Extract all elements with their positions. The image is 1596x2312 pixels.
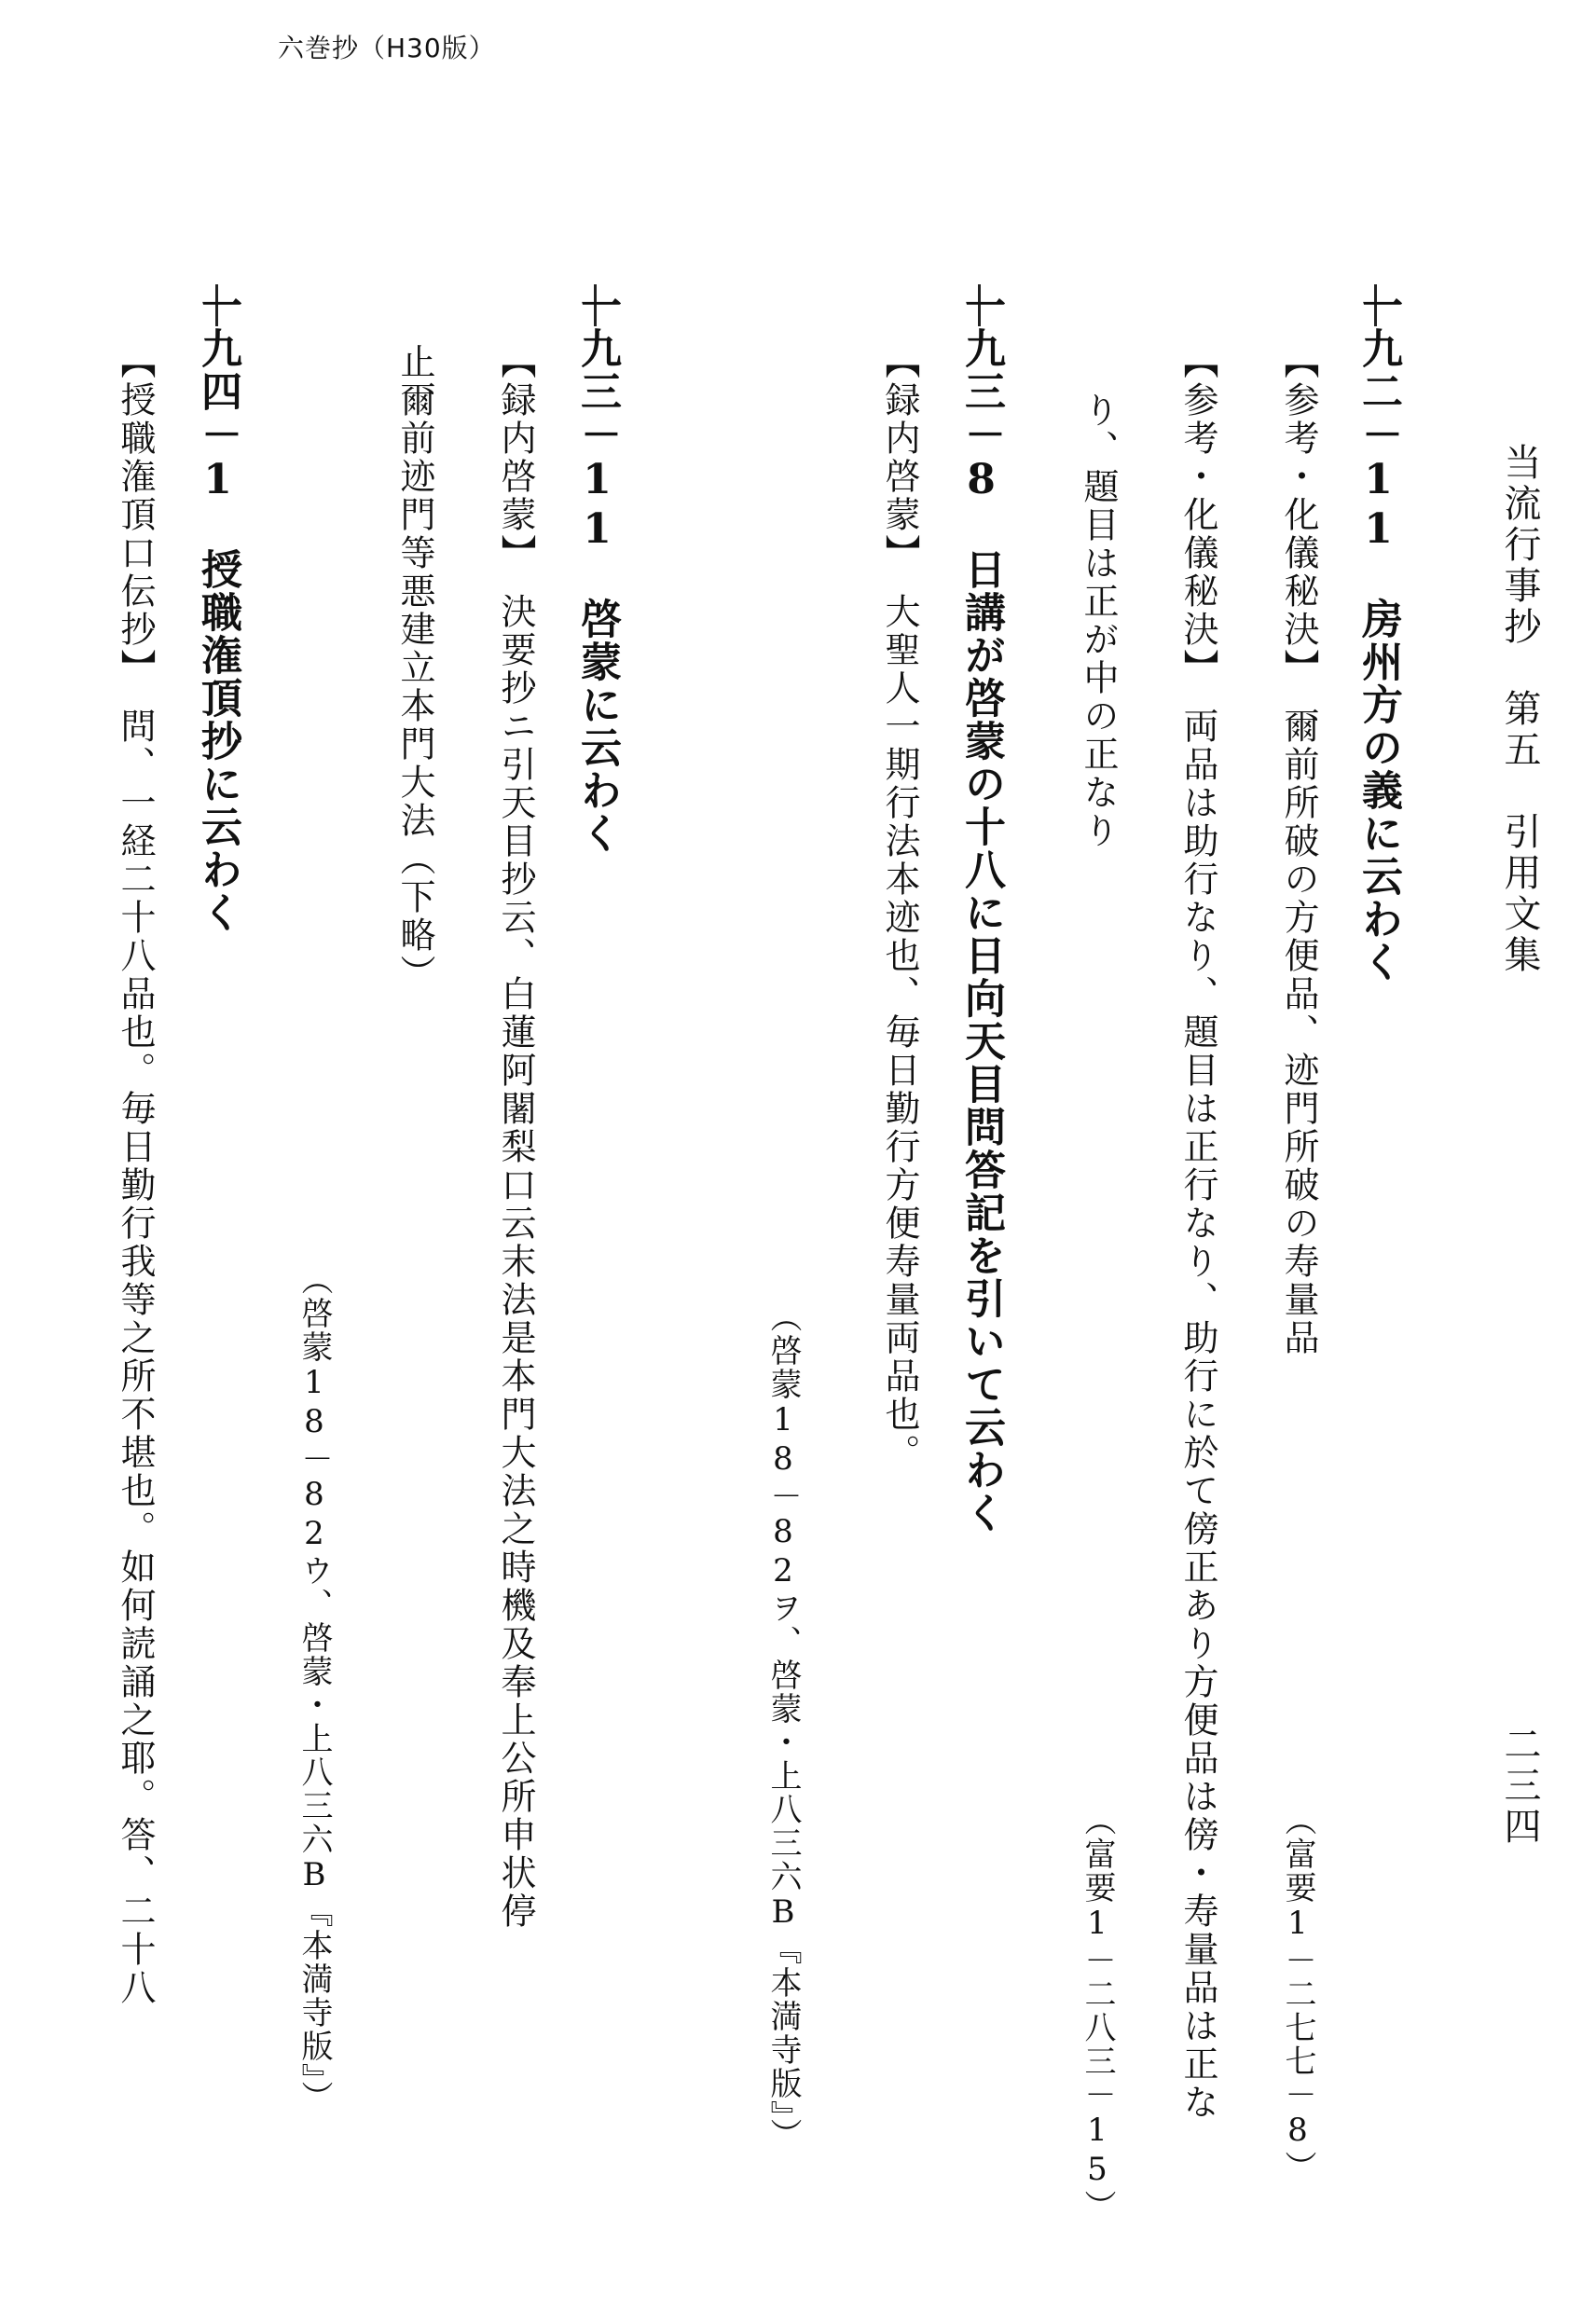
entry-line: 【参考・化儀秘決】 爾前所破の方便品、迹門所破の寿量品 <box>1278 343 1319 1357</box>
entry-heading: 一九二－11 房州方の義に云わく <box>1355 284 1402 984</box>
entry-line: 【録内啓蒙】 決要抄ニ引天目抄云、白蓮阿闍梨口云末法是本門大法之時機及奉上公所申状停 <box>495 343 536 1931</box>
citation: （富要1－二七七－8） <box>1279 1804 1316 2184</box>
entry-heading: 一九三－8 日講が啓蒙の十八に日向天目問答記を引いて云わく <box>957 284 1005 1534</box>
page-number: 二三四 <box>1498 1725 1541 1848</box>
running-title: 当流行事抄 第五 引用文集 <box>1498 443 1541 976</box>
citation: （啓蒙18－82ヲ、啓蒙・上八三六B『本満寺版』） <box>764 1300 802 2152</box>
citation: （富要1－二八三－15） <box>1079 1804 1116 2223</box>
entry-heading: 一九三－11 啓蒙に云わく <box>573 284 621 855</box>
entry-heading: 一九四－1 授職潅頂抄に云わく <box>194 284 241 934</box>
entry-line: 【授職潅頂口伝抄】 問、一経二十八品也。毎日勤行我等之所不堪也。如何読誦之耶。答、二十八 <box>115 343 156 2007</box>
entry-line: 【録内啓蒙】 大聖人一期行法本迹也、毎日勤行方便寿量両品也。 <box>879 343 920 1472</box>
page-header: 六巻抄（H30版） <box>278 33 496 63</box>
citation: （啓蒙18－82ウ、啓蒙・上八三六B『本満寺版』） <box>296 1263 333 2114</box>
entry-line: 止爾前迹門等悪建立本門大法（下略） <box>394 343 435 993</box>
entry-line: り、題目は正が中の正なり <box>1078 392 1119 850</box>
entry-line: 【参考・化儀秘決】 両品は助行なり、題目は正行なり、助行に於て傍正あり方便品は傍・寿量品は正な <box>1177 343 1218 2122</box>
